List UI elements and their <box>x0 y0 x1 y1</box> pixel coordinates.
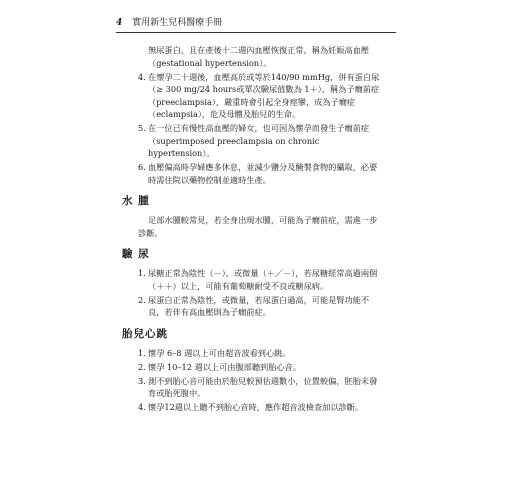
list-item-text: 懷孕 10–12 週以上可由腹部聽到胎心音。 <box>148 361 301 372</box>
edema-paragraph: 足部水腫較常見，若全身出現水腫，可能為子癇前症，需進一步診斷。 <box>138 215 378 238</box>
list-item-text: 在懷孕二十週後，血壓高於或等於140/90 mmHg，併有蛋白尿（≥ 300 mg/24 hours或單次驗尿值數為 1＋），稱為子癇前症（preeclampsia），嚴重時會引起全身痙攣，成為子癇症（eclampsia），危及母體及胎兒的生命。 <box>148 71 380 119</box>
list-item-number: 5. <box>138 123 146 133</box>
list-item-text: 懷孕12週以上聽不到胎心音時，應作超音波檢查加以診斷。 <box>148 402 364 412</box>
list-item-number: 1. <box>138 347 146 358</box>
list-item <box>138 267 384 292</box>
list-item-number: 4. <box>138 402 146 412</box>
list-item <box>138 294 384 319</box>
list-item <box>138 361 384 374</box>
list-item <box>138 122 384 160</box>
list-item <box>138 71 384 121</box>
running-header <box>116 16 396 33</box>
list-item-number: 1. <box>138 268 146 278</box>
fetal-heartbeat-list <box>138 347 384 414</box>
page-body <box>122 44 384 415</box>
list-item-text: 血壓偏高時孕婦應多休息，並減少鹽分及醃製食物的攝取，必要時需住院以藥物控制並適時生產。 <box>148 162 378 185</box>
list-item-text: 懷孕 6–8 週以上可由超音波看到心跳。 <box>148 347 291 358</box>
list-item <box>138 375 384 400</box>
list-item-number: 2. <box>138 294 146 305</box>
section-heading-edema: 水 腫 <box>122 195 150 207</box>
list-item <box>138 347 384 360</box>
list-item <box>138 401 384 414</box>
list-item-number: 2. <box>138 361 146 372</box>
section-heading-fetal-heartbeat: 胎兒心跳 <box>122 327 168 340</box>
bp-continuation-text: 無尿蛋白，且在產後十二週內血壓恢復正常，稱為妊娠高血壓（gestational hypertension）。 <box>148 45 370 68</box>
page-number: 4 <box>116 18 123 28</box>
list-item <box>138 161 384 186</box>
list-item-number: 4. <box>138 71 146 82</box>
urine-list <box>138 267 384 319</box>
list-item-text: 測不到胎心音可能由於胎兒較預估週數小，位置較偏，胚胎未發育或胎死腹中。 <box>148 375 378 398</box>
list-item-text: 在一位已有慢性高血壓的婦女，也可因為懷孕而發生子癇前症（superimposed preeclampsia on chronic hypertension）。 <box>148 123 370 158</box>
list-item-number: 6. <box>138 162 146 172</box>
list-item-number: 3. <box>138 375 146 386</box>
bp-list <box>138 71 384 187</box>
list-item-text: 尿蛋白正常為陰性，或微量，若尿蛋白過高，可能是腎功能不良，若伴有高血壓則為子癇前症。 <box>148 294 370 317</box>
section-heading-urine: 驗 尿 <box>122 248 150 260</box>
list-item-text: 尿糖正常為陰性（－），或微量（＋／－），若尿糖經常高過兩個（＋＋）以上，可能有葡萄糖耐受不良或糖尿病。 <box>148 268 378 291</box>
book-title: 實用新生兒科醫療手冊 <box>132 18 223 28</box>
